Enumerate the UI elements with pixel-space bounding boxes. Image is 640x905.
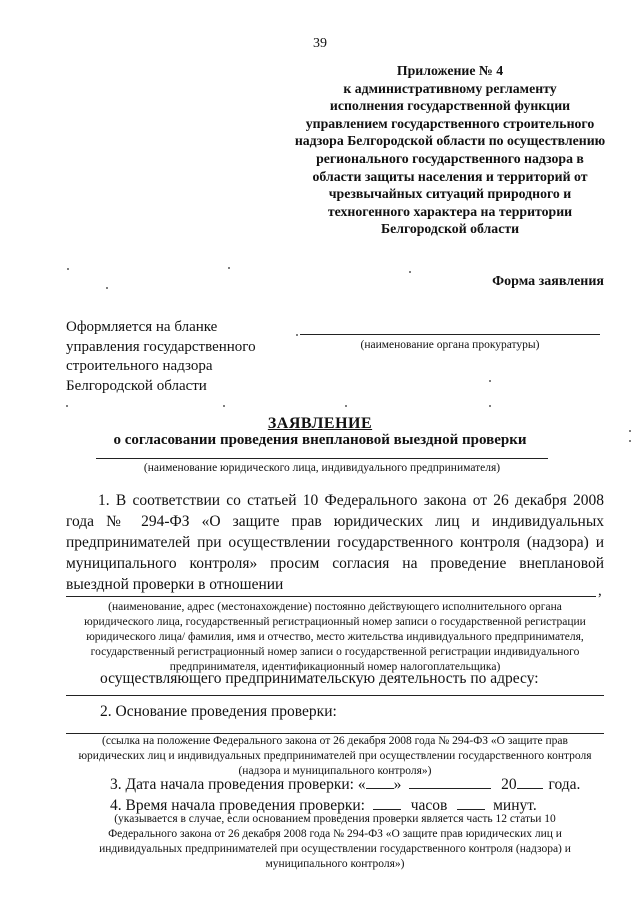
letterhead-note	[66, 318, 256, 396]
prosecutor-name-field[interactable]	[300, 334, 600, 335]
time-caption-line: муниципального контроля»)	[265, 858, 405, 870]
time-caption-line: (указывается в случае, если основанием проведения проверки является часть 12 статьи 10	[114, 813, 556, 825]
subject-name-field[interactable]	[96, 458, 548, 459]
scan-speck	[629, 440, 631, 442]
paragraph-1-line: муниципального контроля» просим согласия на проведение внеплановой	[66, 555, 604, 572]
scan-speck	[409, 271, 411, 273]
target-caption-line: юридического лица, государственный регистрационный номер записи о государственной регистрации	[84, 616, 586, 628]
target-entity-field[interactable]	[66, 596, 596, 597]
appendix-line: надзора Белгородской области по осуществлению	[294, 133, 606, 149]
start-time-prefix: 4. Время начала проведения проверки:	[110, 797, 365, 814]
start-date-prefix: 3. Дата начала проведения проверки: «	[110, 776, 366, 793]
page-number: 39	[313, 36, 327, 51]
target-caption	[66, 600, 604, 675]
appendix-line: техногенного характера на территории	[327, 203, 573, 219]
start-date-row	[110, 774, 580, 794]
scan-speck	[345, 405, 347, 407]
appendix-line: Приложение № 4	[396, 63, 504, 78]
scan-speck	[296, 334, 298, 336]
start-time-hours-field[interactable]	[373, 795, 401, 810]
appendix-line: исполнения государственной функции	[329, 98, 571, 114]
start-date-suffix: года.	[548, 776, 581, 793]
letterhead-note-line: Белгородской области	[66, 377, 207, 394]
start-time-minutes-label: минут.	[493, 797, 537, 814]
paragraph-1-line: 2008 года № 294-ФЗ «О защите прав юридических лиц и индивидуальных	[66, 492, 605, 530]
start-date-year-prefix: 20	[501, 776, 517, 793]
appendix-line: чрезвычайных ситуаций природного и	[328, 186, 572, 202]
address-field[interactable]	[66, 695, 604, 696]
scan-speck	[106, 287, 108, 289]
paragraph-1-line: выездной проверки в отношении	[66, 576, 284, 593]
appendix-line: к административному регламенту	[343, 80, 557, 96]
address-label: осуществляющего предпринимательскую деятельность по адресу:	[100, 670, 539, 687]
appendix-line: области защиты населения и территорий от	[312, 168, 588, 184]
start-date-month-field[interactable]	[409, 774, 491, 789]
target-caption-line: государственный регистрационный номер записи о государственной регистрации индивидуального	[90, 646, 580, 658]
basis-label: 2. Основание проведения проверки:	[100, 703, 337, 720]
target-caption-line: предпринимателя, идентификационный номер налогоплательщика)	[169, 661, 501, 673]
time-caption	[66, 812, 604, 872]
paragraph-1-line: 1. В соответствии со статьей 10 Федерального закона от 26 декабря	[98, 492, 567, 509]
start-date-mid: »	[393, 776, 402, 793]
letterhead-note-line: строительного надзора	[66, 358, 213, 374]
appendix-line: управлением государственного строительного	[305, 115, 595, 131]
scan-speck	[228, 267, 230, 269]
basis-caption	[66, 734, 604, 779]
basis-caption-line: (надзора и муниципального контроля»)	[238, 765, 432, 777]
appendix-header	[250, 62, 640, 238]
time-caption-line: Федерального закона от 26 декабря 2008 года № 294-ФЗ «О защите прав юридических лиц и	[108, 828, 562, 840]
prosecutor-caption: (наименование органа прокуратуры)	[360, 339, 540, 351]
target-comma: ,	[598, 583, 602, 599]
subject-caption: (наименование юридического лица, индивидуального предпринимателя)	[143, 462, 501, 474]
paragraph-1-line: предпринимателей при осуществлении государственного контроля (надзора) и	[66, 534, 604, 551]
document-title: ЗАЯВЛЕНИЕ	[267, 415, 373, 432]
letterhead-note-line: управления государственного	[66, 338, 256, 355]
appendix-line: регионального государственного надзора в	[316, 150, 584, 166]
scan-speck	[489, 405, 491, 407]
start-date-day-field[interactable]	[366, 774, 394, 789]
scan-speck	[223, 405, 225, 407]
target-caption-line: юридического лица/ фамилия, имя и отчество, место жительства индивидуального предпринимателя,	[86, 631, 584, 643]
scan-speck	[66, 405, 68, 407]
start-time-hours-label: часов	[410, 797, 448, 814]
target-caption-line: (наименование, адрес (местонахождение) постоянно действующего исполнительного органа	[108, 601, 562, 613]
time-caption-line: индивидуальных предпринимателей при осуществлении государственного контроля (надзора) и	[99, 843, 571, 855]
paragraph-1	[66, 490, 604, 595]
start-time-minutes-field[interactable]	[457, 795, 485, 810]
form-label: Форма заявления	[492, 274, 604, 289]
basis-caption-line: (ссылка на положение Федерального закона от 26 декабря 2008 года № 294-ФЗ «О защите прав	[102, 735, 568, 747]
basis-caption-line: юридических лиц и индивидуальных предпринимателей при осуществлении государственного контроля	[78, 750, 592, 762]
document-subtitle: о согласовании проведения внеплановой выездной проверки	[113, 432, 527, 448]
scan-speck	[629, 430, 631, 432]
letterhead-note-line: Оформляется на бланке	[66, 319, 218, 335]
scan-speck	[489, 380, 491, 382]
appendix-line: Белгородской области	[380, 221, 520, 237]
scan-speck	[67, 268, 69, 270]
start-date-year-field[interactable]	[517, 774, 543, 789]
